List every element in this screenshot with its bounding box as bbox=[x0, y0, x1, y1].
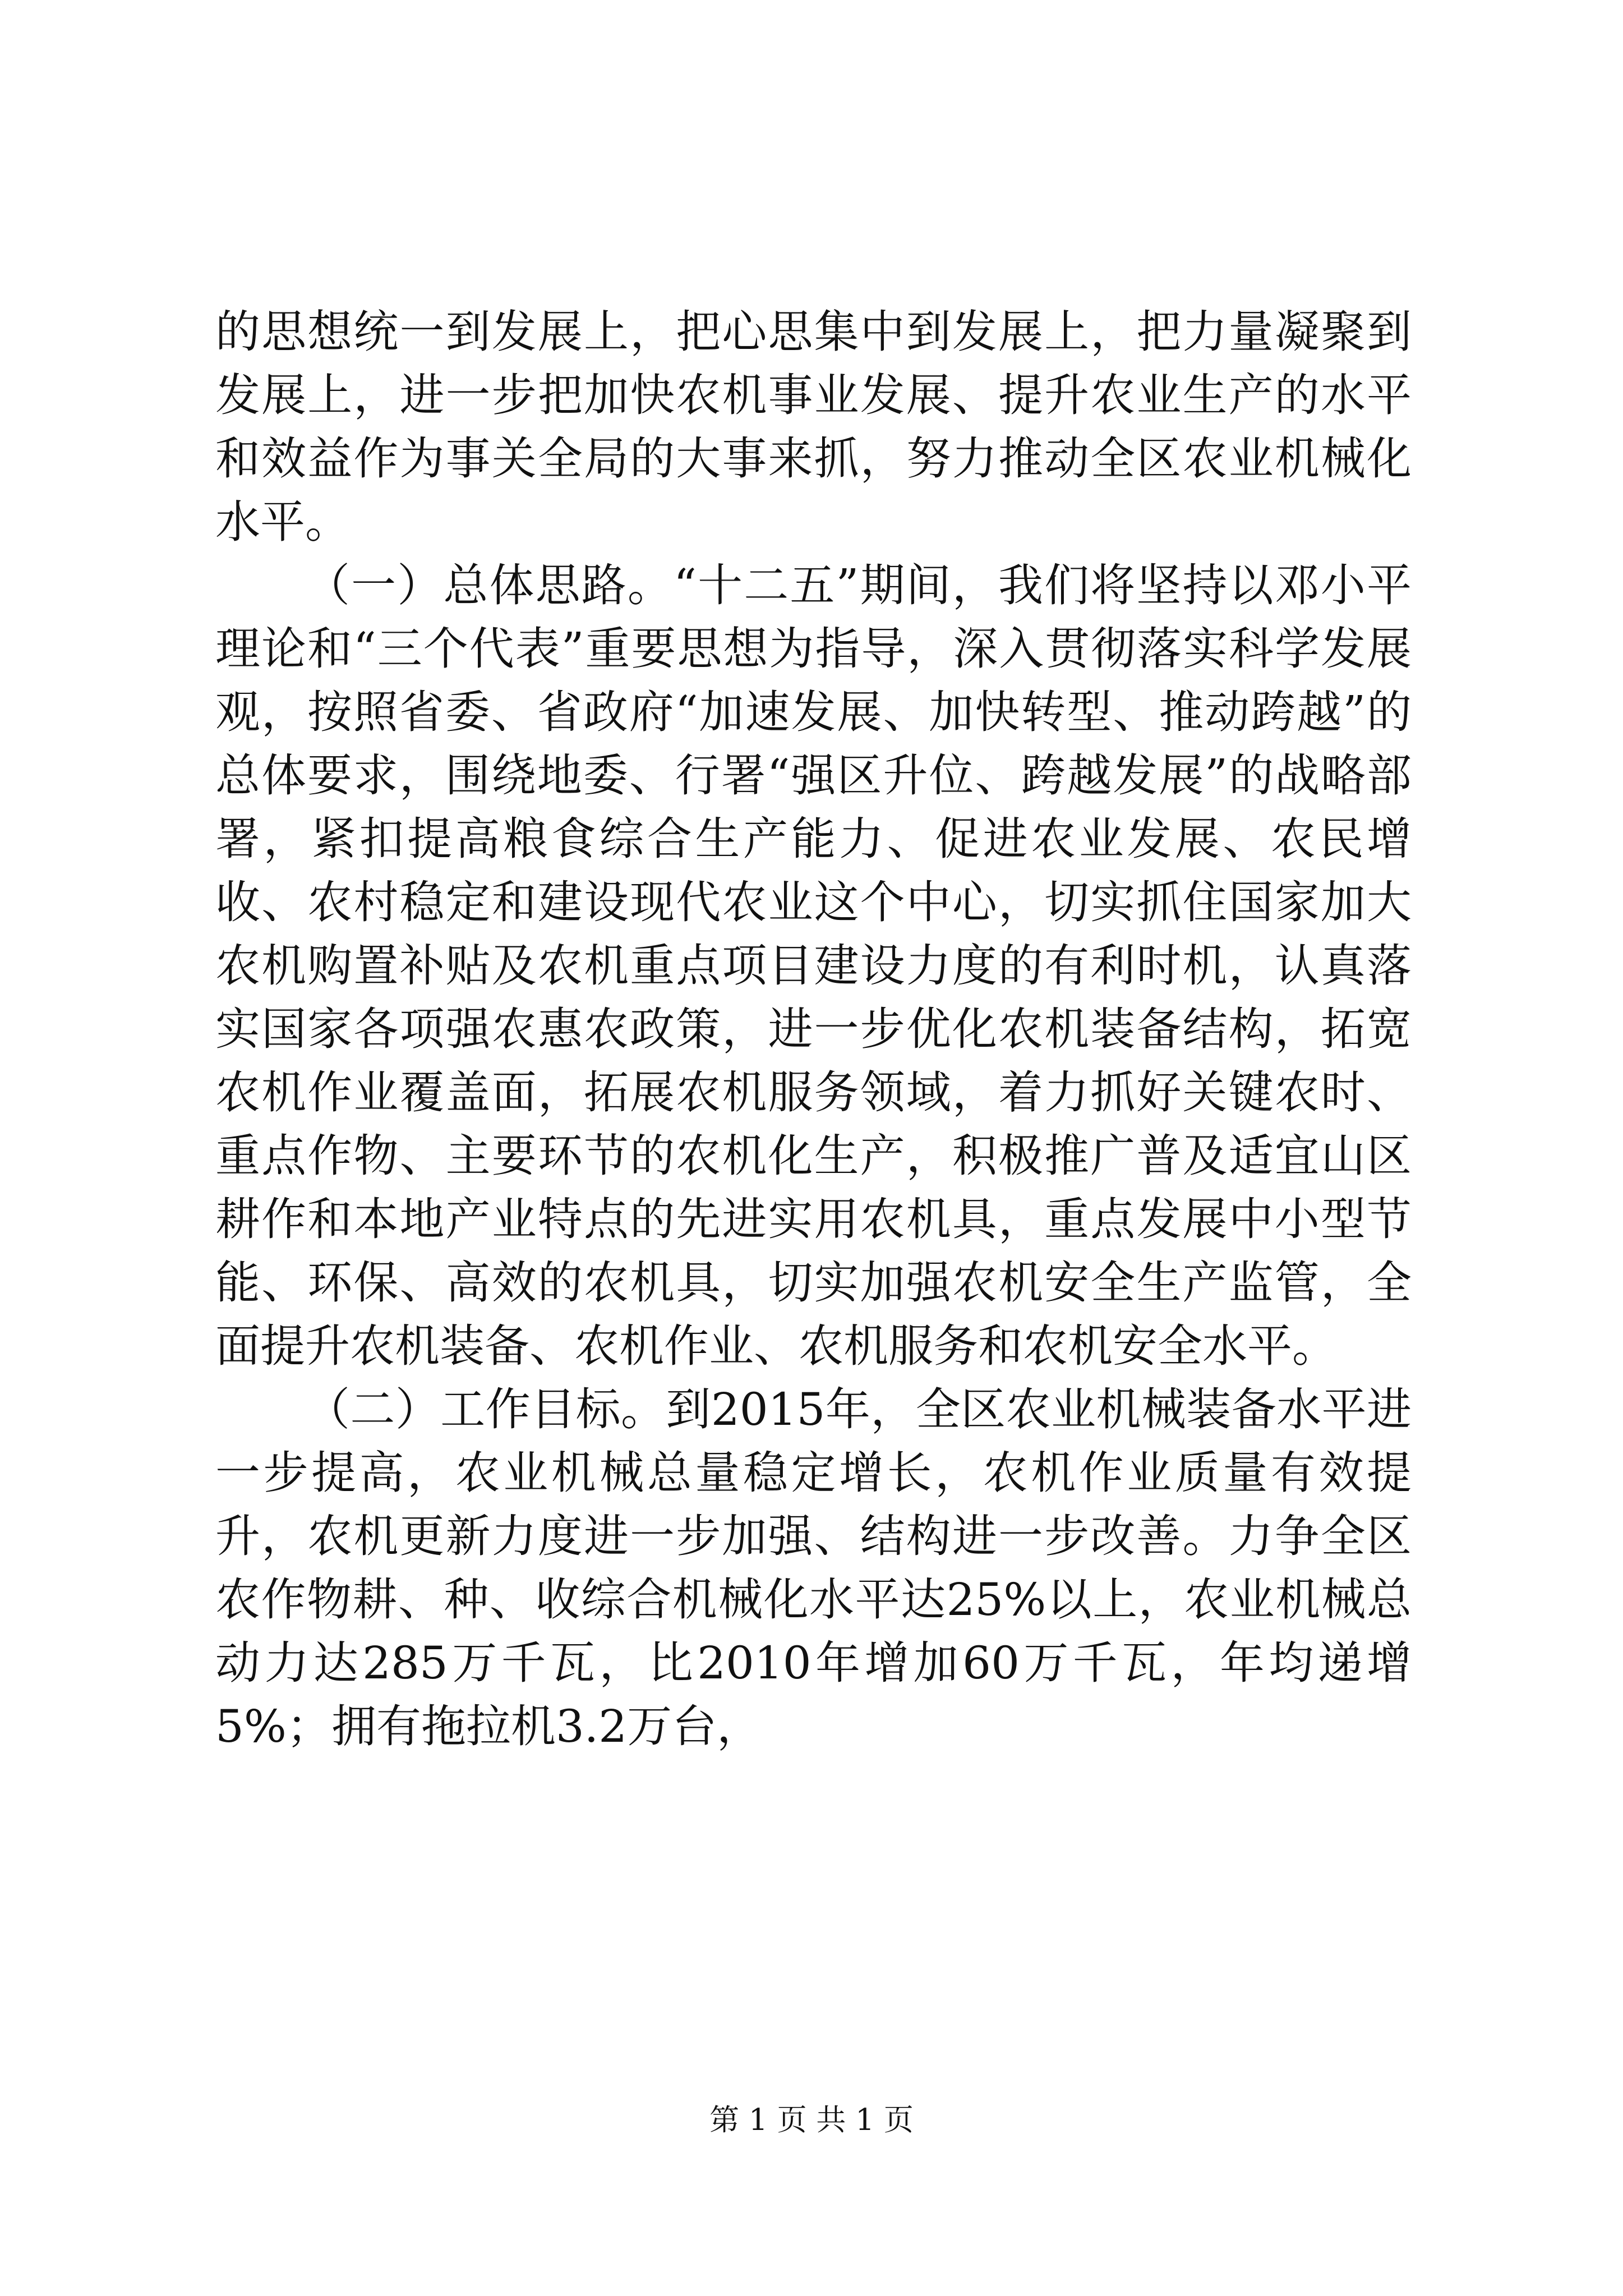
document-body bbox=[215, 300, 1412, 1758]
paragraph-2: （一）总体思路。“十二五”期间，我们将坚持以邓小平理论和“三个代表”重要思想为指导，深入贯彻落实科学发展观，按照省委、省政府“加速发展、加快转型、推动跨越”的总体要求，围绕地委、行署“强区升位、跨越发展”的战略部署，紧扣提高粮食综合生产能力、促进农业发展、农民增收、农村稳定和建设现代农业这个中心，切实抓住国家加大农机购置补贴及农机重点项目建设力度的有利时机，认真落实国家各项强农惠农政策，进一步优化农机装备结构，拓宽农机作业覆盖面，拓展农机服务领域，着力抓好关键农时、重点作物、主要环节的农机化生产，积极推广普及适宜山区耕作和本地产业特点的先进实用农机具，重点发展中小型节能、环保、高效的农机具，切实加强农机安全生产监管，全面提升农机装备、农机作业、农机服务和农机安全水平。 bbox=[215, 559, 1412, 1372]
page-number-footer: 第 1 页 共 1 页 bbox=[709, 2103, 914, 2137]
paragraph-3: （二）工作目标。到2015年，全区农业机械装备水平进一步提高，农业机械总量稳定增长，农机作业质量有效提升，农机更新力度进一步加强、结构进一步改善。力争全区农作物耕、种、收综合机械化水平达25%以上，农业机械总动力达285万千瓦，比2010年增加60万千瓦，年均递增5%；拥有拖拉机3.2万台， bbox=[215, 1383, 1412, 1752]
paragraph-1: 的思想统一到发展上，把心思集中到发展上，把力量凝聚到发展上，进一步把加快农机事业发展、提升农业生产的水平和效益作为事关全局的大事来抓，努力推动全区农业机械化水平。 bbox=[215, 306, 1412, 548]
